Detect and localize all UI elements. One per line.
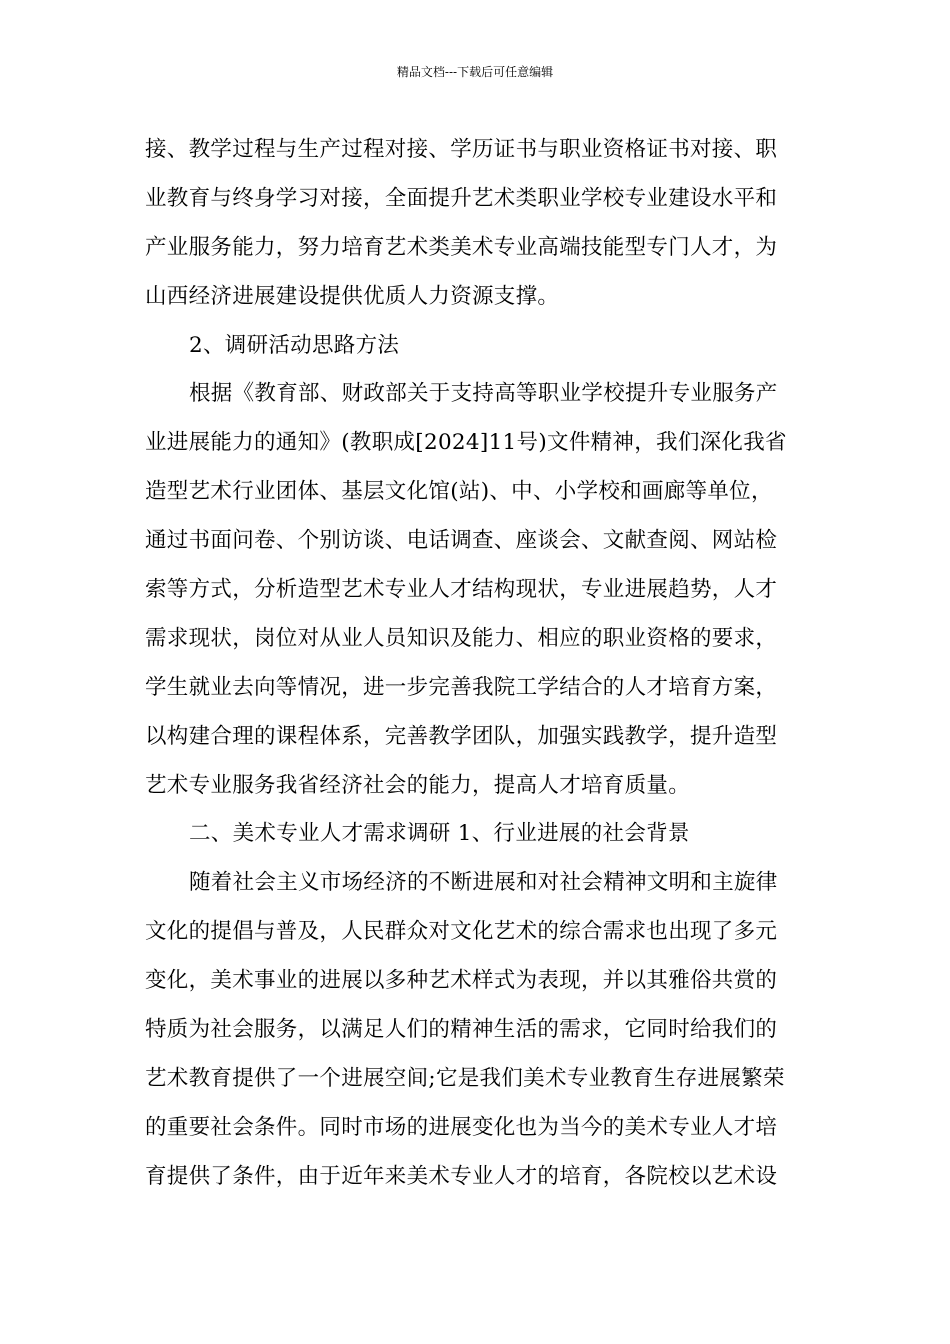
text-line: 的重要社会条件。同时市场的进展变化也为当今的美术专业人才培 bbox=[145, 1114, 778, 1140]
text-line: 业进展能力的通知》(教职成[2024]11号)文件精神，我们深化我省 bbox=[145, 430, 787, 456]
text-line: 艺术专业服务我省经济社会的能力，提高人才培育质量。 bbox=[145, 772, 691, 798]
page-header: 精品文档---下载后可任意编辑 bbox=[396, 65, 554, 79]
text-line: 接、教学过程与生产过程对接、学历证书与职业资格证书对接、职 bbox=[145, 137, 778, 162]
text-line: 特质为社会服务，以满足人们的精神生活的需求，它同时给我们的 bbox=[145, 1017, 778, 1043]
text-line: 业教育与终身学习对接，全面提升艺术类职业学校专业建设水平和 bbox=[145, 185, 778, 211]
text-line: 山西经济进展建设提供优质人力资源支撑。 bbox=[145, 283, 560, 309]
text-line: 造型艺术行业团体、基层文化馆(站)、中、小学校和画廊等单位， bbox=[145, 479, 773, 505]
text-line: 学生就业去向等情况，进一步完善我院工学结合的人才培育方案， bbox=[145, 674, 778, 700]
text-line: 艺术教育提供了一个进展空间;它是我们美术专业教育生存进展繁荣 bbox=[145, 1065, 785, 1091]
text-line: 变化，美术事业的进展以多种艺术样式为表现，并以其雅俗共赏的 bbox=[145, 968, 778, 994]
text-line: 以构建合理的课程体系，完善教学团队，加强实践教学，提升造型 bbox=[145, 723, 778, 749]
document-body bbox=[145, 126, 805, 1202]
section-heading: 二、美术专业人才需求调研 1、行业进展的社会背景 bbox=[189, 821, 690, 847]
text-line: 文化的提倡与普及，人民群众对文化艺术的综合需求也出现了多元 bbox=[145, 919, 778, 945]
text-line: 产业服务能力，努力培育艺术类美术专业高端技能型专门人才，为 bbox=[145, 234, 778, 260]
paragraph-start: 根据《教育部、财政部关于支持高等职业学校提升专业服务产 bbox=[189, 381, 778, 407]
text-line: 需求现状，岗位对从业人员知识及能力、相应的职业资格的要求， bbox=[145, 625, 778, 651]
text-line: 育提供了条件，由于近年来美术专业人才的培育，各院校以艺术设 bbox=[145, 1163, 778, 1189]
text-line: 通过书面问卷、个别访谈、电话调查、座谈会、文献查阅、网站检 bbox=[145, 528, 778, 554]
paragraph-start: 随着社会主义市场经济的不断进展和对社会精神文明和主旋律 bbox=[189, 870, 778, 896]
section-heading: 2、调研活动思路方法 bbox=[189, 332, 400, 358]
text-line: 索等方式，分析造型艺术专业人才结构现状，专业进展趋势，人才 bbox=[145, 577, 778, 603]
